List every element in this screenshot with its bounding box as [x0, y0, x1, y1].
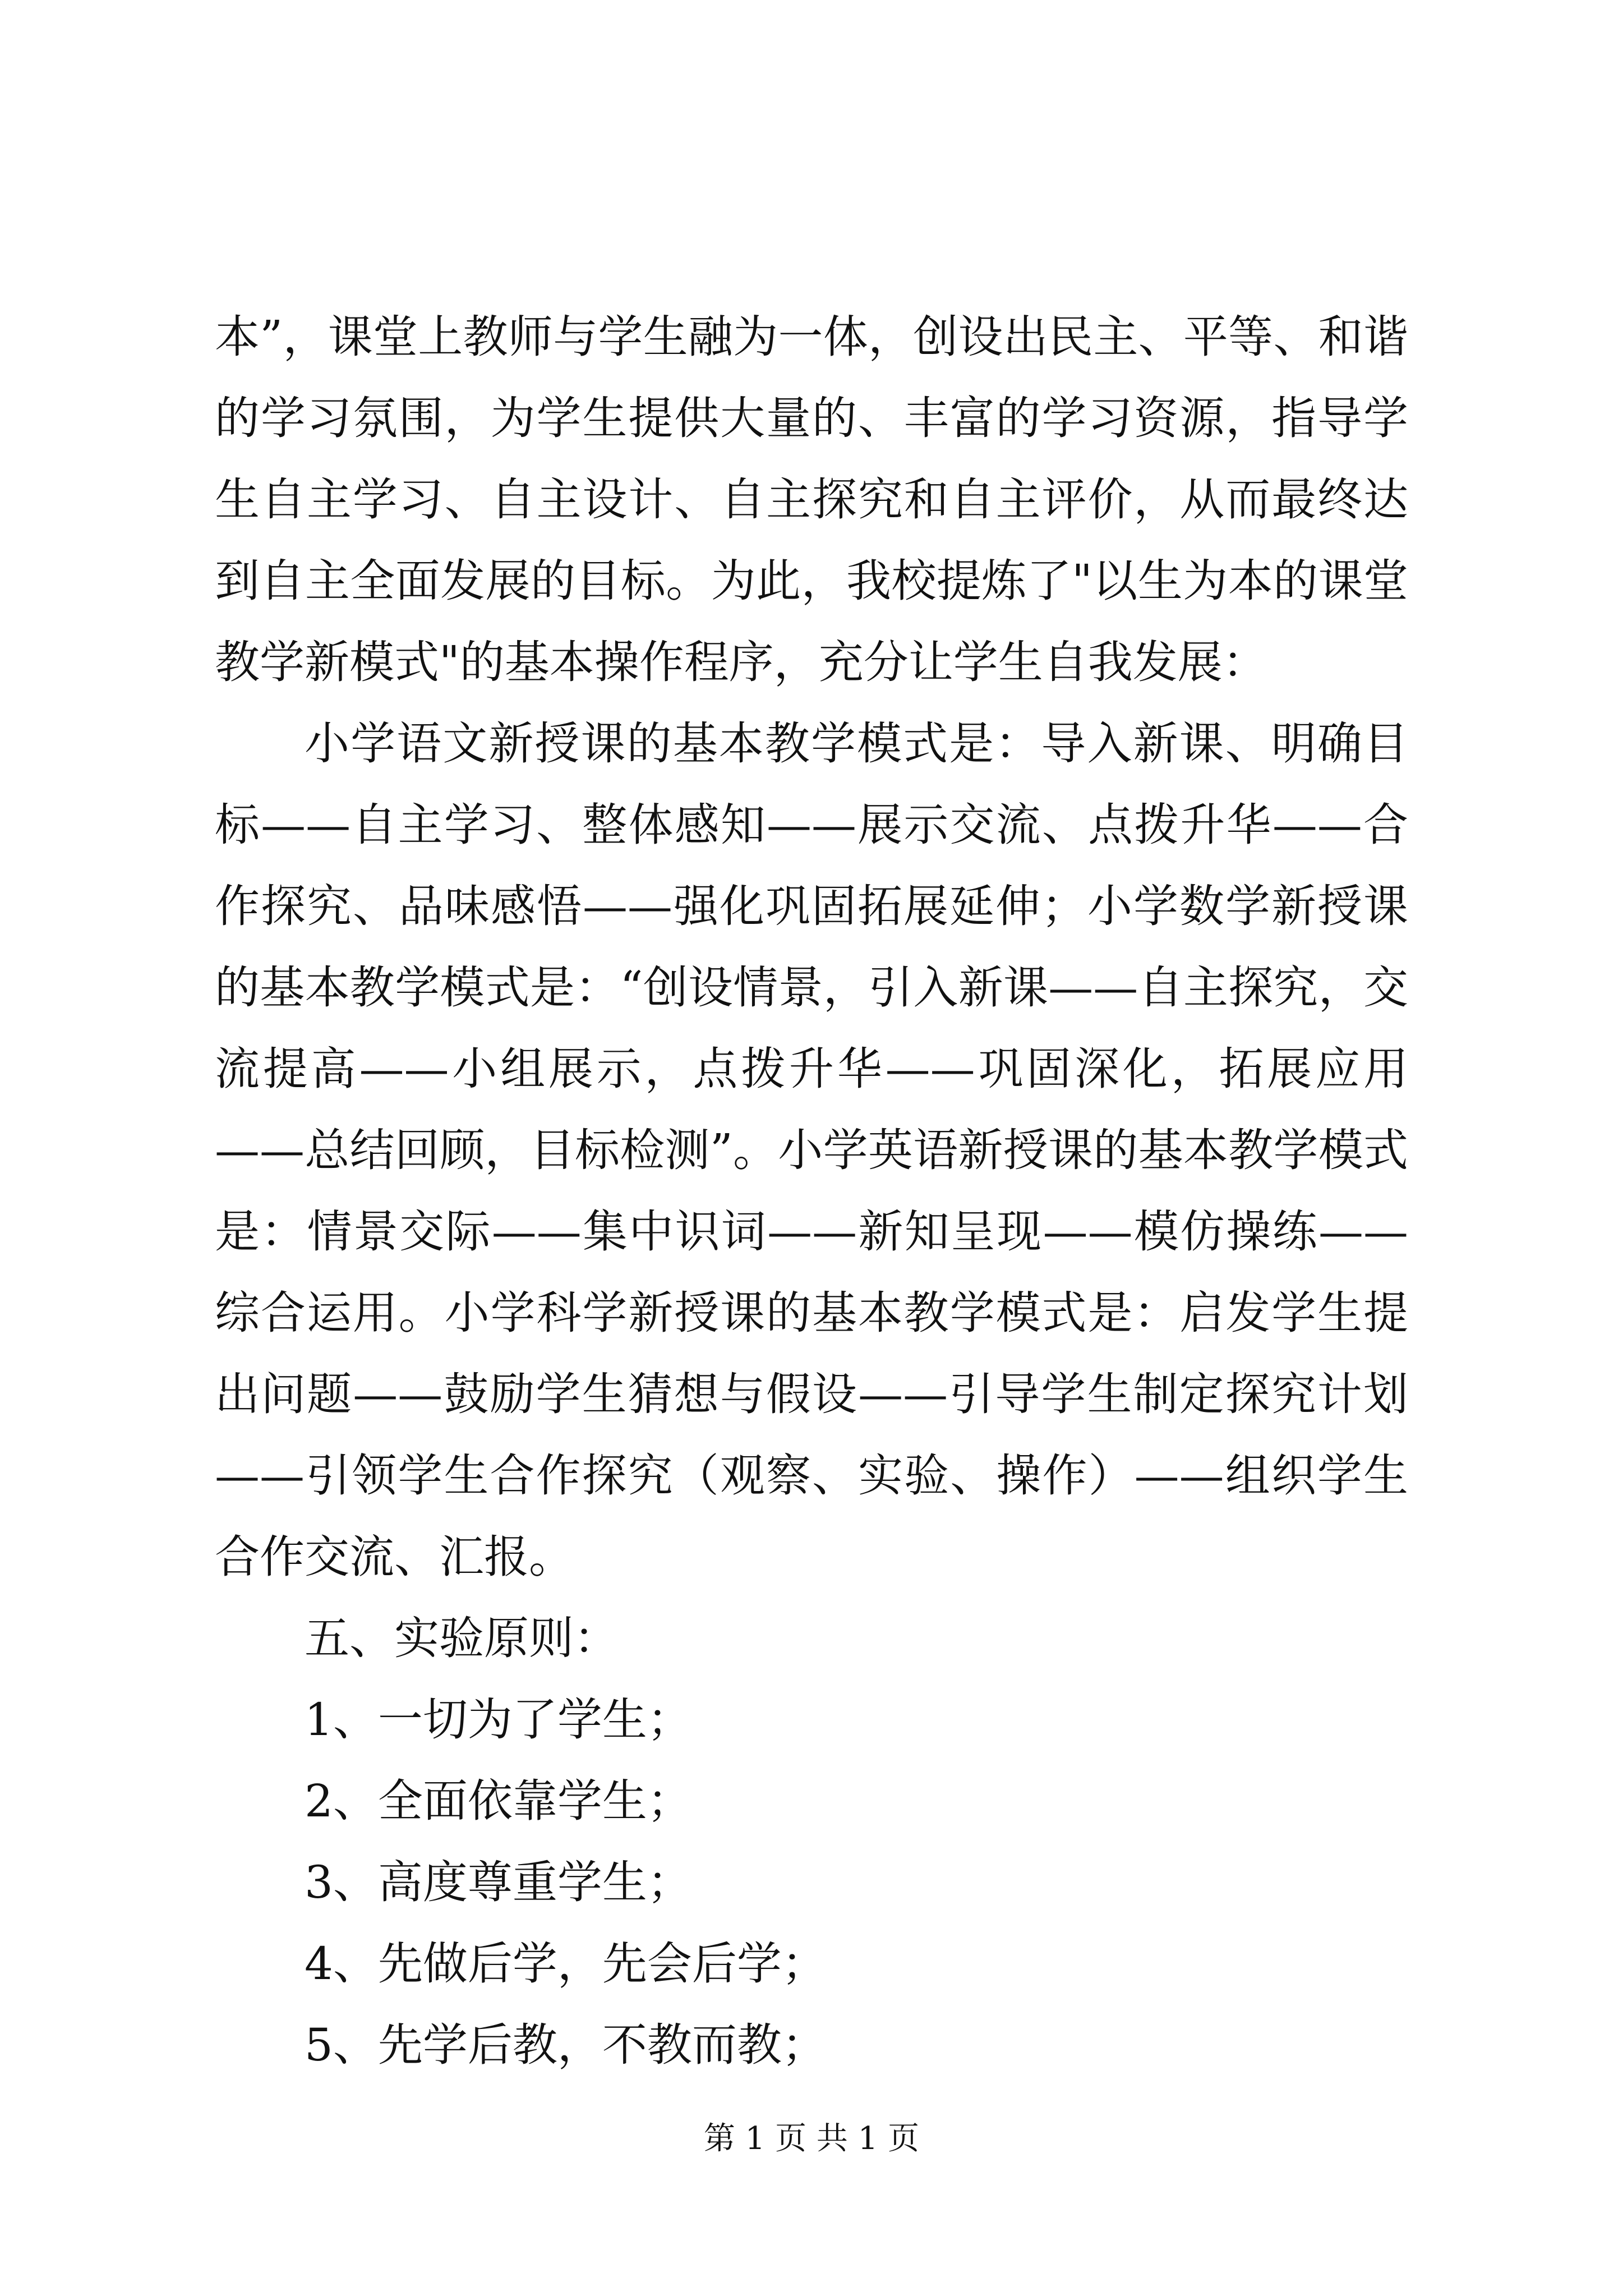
page-footer: 第 1 页 共 1 页	[703, 2120, 920, 2157]
list-item: 5、先学后教，不教而教；	[305, 2019, 827, 2071]
body-paragraph: 本”，课堂上教师与学生融为一体，创设出民主、平等、和谐的学习氛围，为学生提供大量的、丰富的学习资源，指导学生自主学习、自主设计、自主探究和自主评价，从而最终达到自主全面发展的目标。为此，我校提炼了"以生为本的课堂教学新模式"的基本操作程序，充分让学生自我发展：	[215, 311, 1408, 688]
list-item: 3、高度尊重学生；	[305, 1856, 692, 1908]
list-item: 1、一切为了学生；	[305, 1694, 692, 1746]
document-body	[215, 296, 1408, 2086]
list-item: 2、全面依靠学生；	[305, 1775, 692, 1827]
body-paragraph: 小学语文新授课的基本教学模式是：导入新课、明确目标——自主学习、整体感知——展示交流、点拨升华——合作探究、品味感悟——强化巩固拓展延伸；小学数学新授课的基本教学模式是：“创设情景，引入新课——自主探究，交流提高——小组展示，点拨升华——巩固深化，拓展应用——总结回顾，目标检测”。小学英语新授课的基本教学模式是：情景交际——集中识词——新知呈现——模仿操练——综合运用。小学科学新授课的基本教学模式是：启发学生提出问题——鼓励学生猜想与假设——引导学生制定探究计划——引领学生合作探究（观察、实验、操作）——组织学生合作交流、汇报。	[215, 717, 1408, 1583]
list-item: 4、先做后学，先会后学；	[305, 1938, 827, 1990]
section-heading: 五、实验原则：	[305, 1612, 619, 1664]
